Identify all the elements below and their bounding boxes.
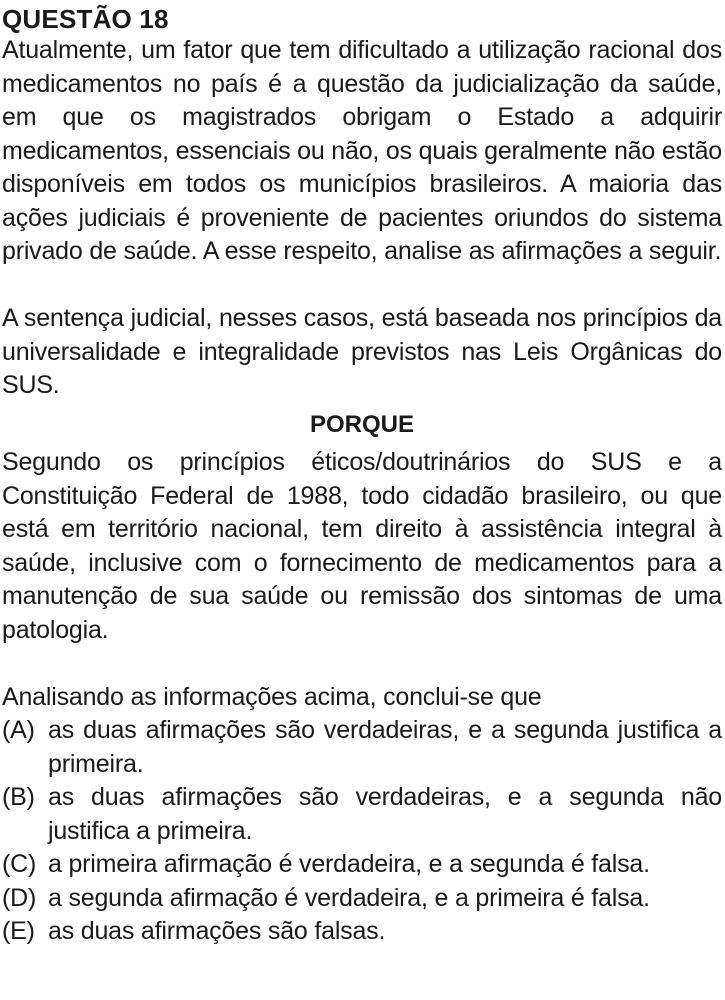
option-d[interactable] [2,882,722,916]
connector-porque: PORQUE [309,410,414,438]
spacer [2,647,722,681]
option-b[interactable] [2,781,722,848]
option-letter: (C) [2,850,37,878]
question-intro: Atualmente, um fator que tem dificultado a utilização racional dos medicamentos no país é a questão da judicialização da saúde, em que os magistrados obrigam o Estado a adquirir medicamentos, essenciais ou não, os quais geralmente não estão disponíveis em todos os municípios brasileiros. A maioria das ações judiciais é proveniente de pacientes oriundos do sistema privado de saúde. A esse respeito, analise as afirmações a seguir. [2,36,722,265]
option-c[interactable] [2,848,722,882]
answer-options [2,714,722,949]
assertion-2: Segundo os princípios éticos/doutrinários do SUS e a Constituição Federal de 1988, todo cidadão brasileiro, ou que está em território nacional, tem direito à assistência integral à saúde, inclusive com o fornecimento de medicamentos para a manutenção de sua saúde ou remissão dos sintomas de uma patologia. [2,448,722,644]
question-prompt: Analisando as informações acima, conclui-se que [2,682,542,711]
option-letter: (A) [2,716,35,744]
option-letter: (D) [2,883,37,912]
option-text: a primeira afirmação é verdadeira, e a segunda é falsa. [48,850,650,878]
option-letter: (E) [2,917,35,945]
option-text: as duas afirmações são verdadeiras, e a segunda não justifica a primeira. [48,783,722,845]
option-text: as duas afirmações são falsas. [48,917,386,945]
question-page [2,0,722,949]
option-text: as duas afirmações são verdadeiras, e a segunda justifica a primeira. [48,716,722,778]
option-letter: (B) [2,783,35,811]
spacer [2,269,722,303]
assertion-1: A sentença judicial, nesses casos, está baseada nos princípios da universalidade e integralidade previstos nas Leis Orgânicas do SUS. [2,304,722,399]
option-e[interactable] [2,915,722,949]
option-a[interactable] [2,714,722,781]
option-text: a segunda afirmação é verdadeira, e a primeira é falsa. [48,883,650,912]
question-title: QUESTÃO 18 [2,4,169,34]
